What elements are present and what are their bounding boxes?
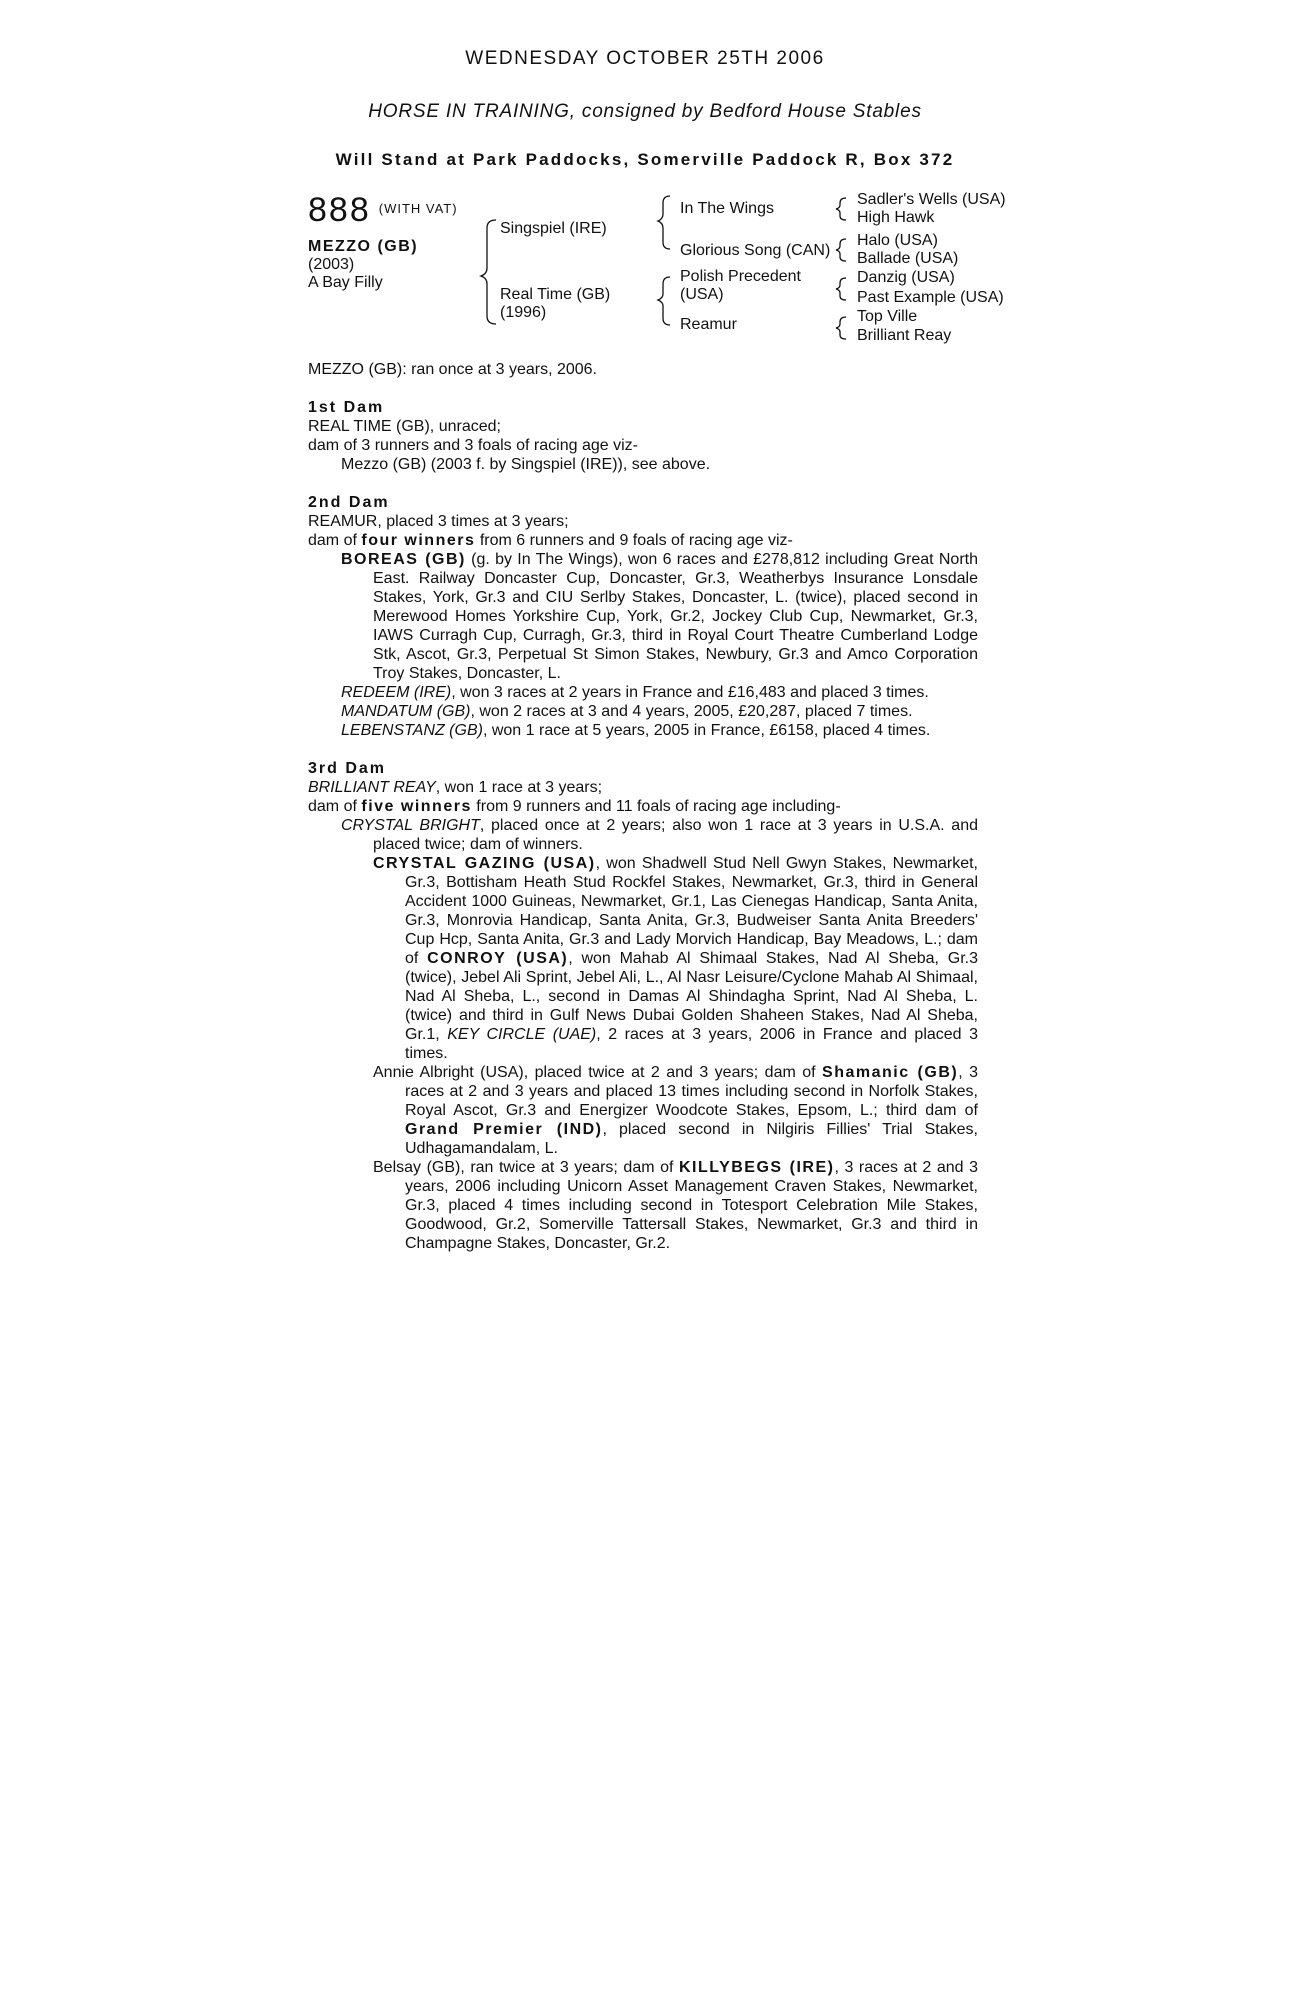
brilliant-reay-name: BRILLIANT REAY [308, 779, 436, 796]
lot-number: 888 [308, 191, 371, 229]
conroy-record: , won Mahab Al Shimaal Stakes, Nad Al Sheba, Gr.3 (twice), Jebel Ali Sprint, Jebel Ali, L., Al Nasr Leisure/Cyclone Mahab Al Shimaal, Nad Al Sheba, L., second in Damas Al Shindagha Sprint, Nad Al Sheba, L. (twice) and third in Gulf News Dubai Golden Shaheen Stakes, Nad Al Sheba, Gr.1, [405, 950, 978, 1043]
entry-redeem [308, 683, 978, 702]
redeem-name: REDEEM (IRE) [341, 684, 452, 701]
brace-polish-precedent [836, 278, 846, 300]
brace-reamur [836, 317, 846, 339]
dam2-label: 2nd Dam [308, 494, 390, 511]
dam2-line2 [308, 531, 978, 550]
pedigree-g8: Brilliant Reay [857, 327, 952, 344]
lebenstanz-record: , won 1 race at 5 years, 2005 in France, £6158, placed 4 times. [482, 722, 931, 739]
grand-premier-record: , placed second in Nilgiris Fillies' Trial Stakes, Udhagamandalam, L. [405, 1121, 978, 1157]
mandatum-name: MANDATUM (GB) [341, 703, 471, 720]
entry-mandatum [308, 702, 978, 721]
pedigree-dam-sire [680, 268, 801, 304]
brace-generation-1 [481, 220, 496, 324]
mandatum-record: , won 2 races at 3 and 4 years, 2005, £20,287, placed 7 times. [470, 703, 913, 720]
pedigree-g3: Halo (USA) [857, 232, 938, 249]
horse-year: (2003) [308, 256, 355, 273]
pedigree-dam-name: Real Time (GB) [500, 286, 611, 303]
crystal-bright-name: CRYSTAL BRIGHT [341, 817, 480, 834]
crystal-bright-record: , placed once at 2 years; also won 1 race at 3 years in U.S.A. and placed twice; dam of winners. [373, 817, 978, 853]
boreas-record: (g. by In The Wings), won 6 races and £278,812 including Great North East. Railway Doncaster Cup, Doncaster, Gr.3, Weatherbys Insurance Lonsdale Stakes, York, Gr.3 and CIU Serlby Stakes, Doncaster, L. (twice), placed second in Merewood Homes Yorkshire Cup, York, Gr.2, Jockey Club Cup, Newmarket, Gr.3, IAWS Curragh Cup, Curragh, Gr.3, third in Royal Court Theatre Cumberland Lodge Stk, Ascot, Gr.3, Perpetual St Simon Stakes, Newbury, Gr.3 and Amco Corporation Troy Stakes, Doncaster, L. [373, 551, 978, 682]
key-circle-record: , 2 races at 3 years, 2006 in France and placed 3 times. [405, 1026, 978, 1062]
sale-date: WEDNESDAY OCTOBER 25TH 2006 [465, 48, 825, 69]
entry-crystal-gazing [308, 854, 978, 1063]
dam2-winners-count: four winners [361, 532, 476, 549]
pedigree-dam-dam: Reamur [680, 316, 737, 333]
pedigree-dam-year: (1996) [500, 304, 547, 321]
key-circle-name: KEY CIRCLE (UAE) [447, 1026, 597, 1043]
pedigree-g4: Ballade (USA) [857, 250, 959, 267]
brace-dam-line [658, 277, 670, 325]
catalogue-body [308, 360, 978, 1253]
dam3-line1 [308, 778, 978, 797]
pedigree-sire: Singspiel (IRE) [500, 220, 607, 237]
shamanic-name: Shamanic (GB) [822, 1064, 959, 1081]
pedigree-dam-sire-country: (USA) [680, 286, 724, 303]
entry-crystal-bright [308, 816, 978, 854]
pedigree-dam [500, 286, 610, 322]
pedigree-sire-dam: Glorious Song (CAN) [680, 242, 831, 259]
pedigree-g6: Past Example (USA) [857, 289, 1004, 306]
dam2-line2-pre: dam of [308, 532, 362, 549]
dam1-line1: REAL TIME (GB), unraced; [308, 418, 501, 435]
dam2-line2-post: from 6 runners and 9 foals of racing age viz- [475, 532, 793, 549]
brace-sire-line [658, 196, 670, 249]
crystal-gazing-name: CRYSTAL GAZING (USA) [373, 855, 596, 872]
dam3-line2-pre: dam of [308, 798, 362, 815]
entry-boreas [308, 550, 978, 683]
pedigree-dam-sire-name: Polish Precedent [680, 268, 801, 285]
killybegs-record: , 3 races at 2 and 3 years, 2006 including Unicorn Asset Management Craven Stakes, Newmarket, Gr.3, placed 4 times including second in Totesport Celebration Mile Stakes, Goodwood, Gr.2, Somerville Tattersall Stakes, Newmarket, Gr.3 and third in Champagne Stakes, Doncaster, Gr.2. [405, 1159, 979, 1252]
horse-name: MEZZO (GB) [308, 238, 419, 255]
shamanic-record: , 3 races at 2 and 3 years and placed 13 times including second in Norfolk Stakes, Royal Ascot, Gr.3 and Energizer Woodcote Stakes, Epsom, L.; third dam of [405, 1064, 979, 1119]
redeem-record: , won 3 races at 2 years in France and £16,483 and placed 3 times. [451, 684, 929, 701]
annie-albright-record: Annie Albright (USA), placed twice at 2 and 3 years; dam of [373, 1064, 823, 1081]
dam2-line1: REAMUR, placed 3 times at 3 years; [308, 513, 569, 530]
consignment-line: HORSE IN TRAINING, consigned by Bedford House Stables [368, 101, 922, 122]
pedigree-g5: Danzig (USA) [857, 269, 955, 286]
brace-in-the-wings [836, 198, 846, 220]
dam3-line2-post: from 9 runners and 11 foals of racing age including- [471, 798, 841, 815]
dam3-line2 [308, 797, 978, 816]
crystal-gazing-record: , won Shadwell Stud Nell Gwyn Stakes, Newmarket, Gr.3, Bottisham Heath Stud Rockfel Stakes, Newmarket, Gr.3, third in General Accident 1000 Guineas, Newmarket, Gr.1, Las Cienegas Handicap, Santa Anita, Gr.3, Monrovia Handicap, Santa Anita, Gr.3, Budweiser Santa Anita Breeders' Cup Hcp, Santa Anita, Gr.3 and Lady Morvich Handicap, Bay Meadows, L.; dam of [405, 855, 978, 967]
dam1-label: 1st Dam [308, 399, 385, 416]
pedigree-g2: High Hawk [857, 209, 935, 226]
entry-lebenstanz [308, 721, 978, 740]
entry-belsay [308, 1158, 978, 1253]
pedigree-braces [0, 0, 1290, 400]
race-summary: MEZZO (GB): ran once at 3 years, 2006. [308, 361, 597, 378]
vat-note: (WITH VAT) [378, 201, 458, 216]
killybegs-name: KILLYBEGS (IRE) [678, 1159, 835, 1176]
dam3-winners-count: five winners [361, 798, 472, 815]
pedigree-g7: Top Ville [857, 308, 918, 325]
entry-annie-albright [308, 1063, 978, 1158]
dam1-line2: dam of 3 runners and 3 foals of racing age viz- [308, 437, 638, 454]
pedigree-g1: Sadler's Wells (USA) [857, 191, 1006, 208]
brilliant-reay-record: , won 1 race at 3 years; [435, 779, 603, 796]
dam3-label: 3rd Dam [308, 760, 387, 777]
dam1-line3: Mezzo (GB) (2003 f. by Singspiel (IRE)), see above. [341, 456, 711, 473]
belsay-record: Belsay (GB), ran twice at 3 years; dam of [373, 1159, 679, 1176]
lebenstanz-name: LEBENSTANZ (GB) [341, 722, 483, 739]
conroy-name: CONROY (USA) [427, 950, 569, 967]
brace-glorious-song [836, 239, 846, 261]
pedigree-sire-sire: In The Wings [680, 200, 774, 217]
grand-premier-name: Grand Premier (IND) [405, 1121, 603, 1138]
stand-location: Will Stand at Park Paddocks, Somerville Paddock R, Box 372 [335, 150, 955, 169]
boreas-name: BOREAS (GB) [341, 551, 466, 568]
horse-description: A Bay Filly [308, 274, 383, 291]
